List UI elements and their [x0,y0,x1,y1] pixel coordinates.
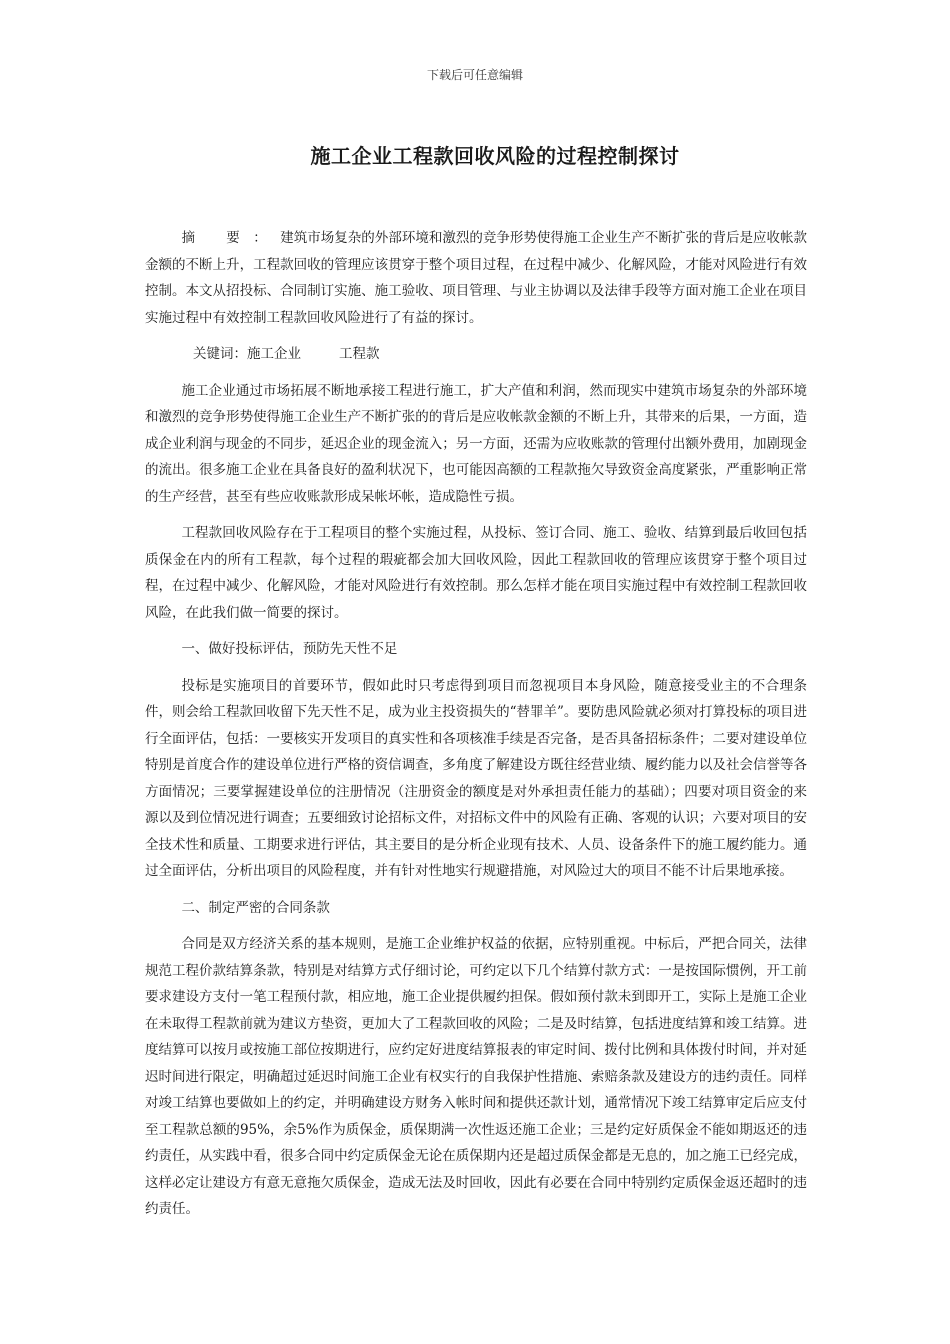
abstract-text: 建筑市场复杂的外部环境和激烈的竞争形势使得施工企业生产不断扩张的背后是应收帐款金额的不断上升，工程款回收的管理应该贯穿于整个项目过程，在过程中减少、化解风险，才能对风险进行有效控制。本文从招投标、合同制订实施、施工验收、项目管理、与业主协调以及法律手段等方面对施工企业在项目实施过程中有效控制工程款回收风险进行了有益的探讨。 [145,230,808,326]
section-heading-2: 二、制定严密的合同条款 [181,899,330,916]
header-note: 下载后可任意编辑 [426,68,523,82]
section-1-paragraph: 投标是实施项目的首要环节，假如此时只考虑得到项目而忽视项目本身风险，随意接受业主的不合理条件，则会给工程款回收留下先天性不足，成为业主投资损失的“替罪羊”。要防患风险就必须对打算投标的项目进行全面评估，包括：一要核实开发项目的真实性和各项核准手续是否完备，是否具备招标条件；二要对建设单位特别是首度合作的建设单位进行严格的资信调查，多角度了解建设方既往经营业绩、履约能力以及社会信誉等各方面情况；三要掌握建设单位的注册情况（注册资金的额度是对外承担责任能力的基础）；四要对项目资金的来源以及到位情况进行调查；五要细致讨论招标文件，对招标文件中的风险有正确、客观的认识；六要对项目的安全技术性和质量、工期要求进行评估，其主要目的是分析企业现有技术、人员、设备条件下的施工履约能力。通过全面评估，分析出项目的风险程度，并有针对性地实行规避措施，对风险过大的项目不能不计后果地承接。 [145,677,807,879]
section-heading-1: 一、做好投标评估，预防先天性不足 [181,641,398,657]
keywords-label: 关键词： [193,346,247,362]
keyword-item: 工程款 [339,346,380,362]
intro-paragraph-1: 施工企业通过市场拓展不断地承接工程进行施工，扩大产值和利润，然而现实中建筑市场复杂的外部环境和激烈的竞争形势使得施工企业生产不断扩张的的背后是应收帐款金额的不断上升，其带来的后果，一方面，造成企业利润与现金的不同步，延迟企业的现金流入；另一方面，还需为应收账款的管理付出额外费用，加剧现金的流出。很多施工企业在具备良好的盈利状况下，也可能因高额的工程款拖欠导致资金高度紧张，严重影响正常的生产经营，甚至有些应收账款形成呆帐坏帐，造成隐性亏损。 [145,382,807,505]
document-title: 施工企业工程款回收风险的过程控制探讨 [310,144,680,168]
abstract-paragraph [145,225,807,331]
keyword-item: 施工企业 [247,346,301,362]
intro-paragraph-2: 工程款回收风险存在于工程项目的整个实施过程，从投标、签订合同、施工、验收、结算到最后收回包括质保金在内的所有工程款，每个过程的瑕疵都会加大回收风险，因此工程款回收的管理应该贯穿于整个项目过程，在过程中减少、化解风险，才能对风险进行有效控制。那么怎样才能在项目实施过程中有效控制工程款回收风险，在此我们做一简要的探讨。 [145,525,807,621]
document-body [145,225,807,1233]
section-2-paragraph: 合同是双方经济关系的基本规则，是施工企业维护权益的依据，应特别重视。中标后，严把合同关，法律规范工程价款结算条款，特别是对结算方式仔细讨论，可约定以下几个结算付款方式：一是按国际惯例，开工前要求建设方支付一笔工程预付款，相应地，施工企业提供履约担保。假如预付款未到即开工，实际上是施工企业在未取得工程款前就为建议方垫资，更加大了工程款回收的风险；二是及时结算，包括进度结算和竣工结算。进度结算可以按月或按施工部位按期进行，应约定好进度结算报表的审定时间、拨付比例和具体拨付时间，并对延迟时间进行限定，明确超过延迟时间施工企业有权实行的自我保护性措施、索赔条款及建设方的违约责任。同样对竣工结算也要做如上的约定，并明确建设方财务入帐时间和提供还款计划，通常情况下竣工结算审定后应支付至工程款总额的95%，余5%作为质保金，质保期满一次性返还施工企业；三是约定好质保金不能如期返还的违约责任，从实践中看，很多合同中约定质保金无论在质保期内还是超过质保金都是无息的，加之施工已经完成，这样必定让建设方有意无意拖欠质保金，造成无法及时回收，因此有必要在合同中特别约定质保金返还超时的违约责任。 [145,936,807,1217]
abstract-label: 摘 要： [181,230,281,246]
keywords-line [145,341,807,368]
